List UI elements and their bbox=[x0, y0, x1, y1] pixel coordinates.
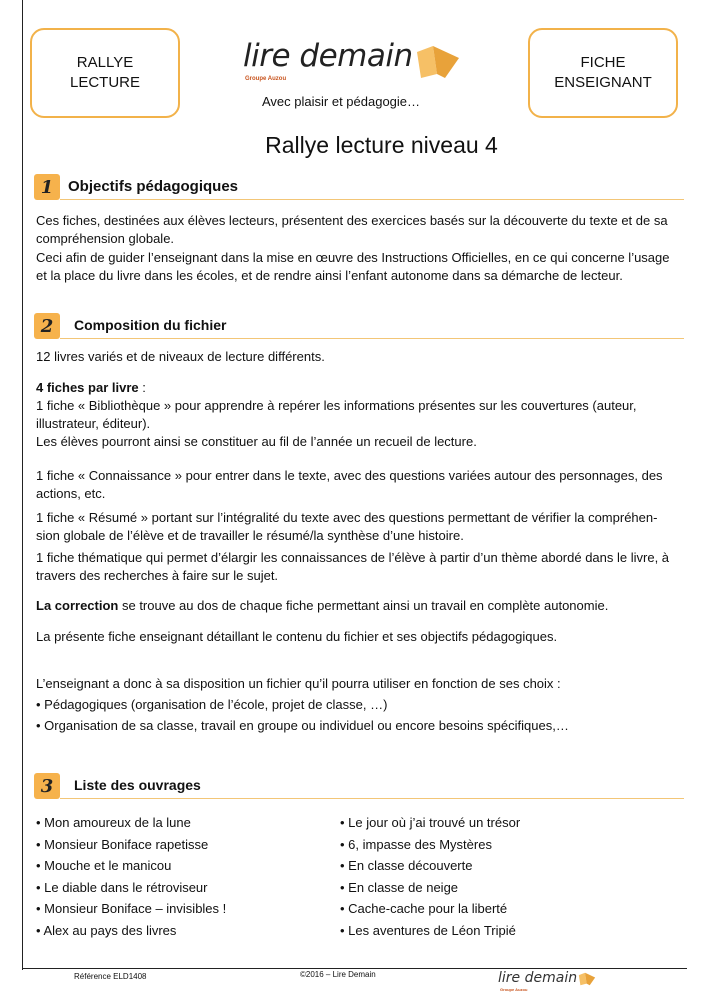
disposition-text: L’enseignant a donc à sa disposition un fichier qu’il pourra utiliser en fonction de ses choix : bbox=[36, 676, 561, 691]
list-item: • Mouche et le manicou bbox=[36, 855, 226, 877]
rallye-lecture-box bbox=[30, 28, 180, 118]
list-item: • Monsieur Boniface – invisibles ! bbox=[36, 898, 226, 920]
left-box-line-2: LECTURE bbox=[69, 74, 140, 91]
book-list-left bbox=[36, 812, 226, 941]
fiche-connaissance: 1 fiche « Connaissance » pour entrer dans le texte, avec des questions variées autour des personnages, des actions, etc. bbox=[36, 468, 663, 501]
footer-rule bbox=[22, 968, 687, 969]
book-list-right bbox=[340, 812, 520, 941]
fiche-enseignant-box bbox=[528, 28, 678, 118]
page-title: Rallye lecture niveau 4 bbox=[265, 132, 498, 158]
list-item: • Le jour où j’ai trouvé un trésor bbox=[340, 812, 520, 834]
footer-logo bbox=[498, 970, 598, 992]
list-item: • En classe de neige bbox=[340, 877, 520, 899]
section-underline bbox=[60, 199, 684, 200]
list-item: • Alex au pays des livres bbox=[36, 920, 226, 942]
section-title: Objectifs pédagogiques bbox=[68, 178, 239, 195]
section-underline bbox=[60, 798, 684, 799]
section-number: 3 bbox=[34, 773, 60, 799]
objectifs-paragraph-1: Ces fiches, destinées aux élèves lecteurs, présentent des exercices basés sur la découverte du texte et de sa compréhension globale. bbox=[36, 213, 668, 246]
footer-logo-subtitle: Groupe Auzou bbox=[500, 987, 528, 992]
section-title: Composition du fichier bbox=[74, 317, 227, 333]
book-logo-icon bbox=[415, 44, 461, 80]
correction-bold-text: La correction bbox=[36, 598, 119, 613]
list-item: • Le diable dans le rétroviseur bbox=[36, 877, 226, 899]
fiche-thematique: 1 fiche thématique qui permet d’élargir les connaissances de l’élève à partir d’un thème abordé dans le livre, à travers des recherches à faire sur le sujet. bbox=[36, 550, 670, 583]
left-box-line-1: RALLYE bbox=[76, 54, 134, 71]
fiche-resume: 1 fiche « Résumé » portant sur l’intégralité du texte avec des questions permettant de vérifier la compréhen-sion globale de l’élève et de travailler le résumé/la synthèse d’une histoire. bbox=[36, 510, 658, 543]
section-title: Liste des ouvrages bbox=[74, 777, 201, 793]
section-underline bbox=[60, 338, 684, 339]
section-heading-objectifs bbox=[34, 174, 684, 202]
bullet-organisation: • Organisation de sa classe, travail en groupe ou individuel ou encore besoins spécifiques,… bbox=[36, 717, 676, 735]
tagline: Avec plaisir et pédagogie… bbox=[262, 94, 421, 109]
footer-copyright: ©2016 – Lire Demain bbox=[300, 970, 376, 979]
logo-subtitle: Groupe Auzou bbox=[245, 76, 287, 82]
section-heading-ouvrages bbox=[34, 773, 684, 801]
correction-rest-text: se trouve au dos de chaque fiche permettant ainsi un travail en complète autonomie. bbox=[118, 598, 609, 613]
bullet-pedagogiques: • Pédagogiques (organisation de l’école, projet de classe, …) bbox=[36, 696, 676, 714]
correction-text bbox=[36, 597, 676, 615]
list-item: • Mon amoureux de la lune bbox=[36, 812, 226, 834]
composition-intro: 12 livres variés et de niveaux de lecture différents. bbox=[36, 349, 325, 364]
footer-logo-wordmark: lire demain bbox=[498, 970, 578, 986]
list-item: • Cache-cache pour la liberté bbox=[340, 898, 520, 920]
footer-reference: Référence ELD1408 bbox=[74, 972, 147, 981]
list-item: • En classe découverte bbox=[340, 855, 520, 877]
section-heading-composition bbox=[34, 313, 684, 341]
fiche-bibliotheque: 1 fiche « Bibliothèque » pour apprendre à repérer les informations présentes sur les couvertures (auteur, illustrateur, éditeur). bbox=[36, 398, 637, 431]
fiches-rest-text: : bbox=[138, 380, 146, 395]
right-box-line-1: FICHE bbox=[580, 54, 626, 71]
list-item: • Les aventures de Léon Tripié bbox=[340, 920, 520, 942]
fiches-bold-text: 4 fiches par livre bbox=[36, 380, 139, 395]
presente-fiche-text: La présente fiche enseignant détaillant le contenu du fichier et ses objectifs pédagogiques. bbox=[36, 629, 558, 644]
right-box-line-2: ENSEIGNANT bbox=[554, 74, 652, 91]
section-number: 2 bbox=[34, 313, 60, 339]
section-number: 1 bbox=[34, 174, 60, 200]
list-item: • 6, impasse des Mystères bbox=[340, 834, 520, 856]
logo-wordmark: lire demain bbox=[243, 38, 413, 74]
objectifs-paragraph-2: Ceci afin de guider l’enseignant dans la mise en œuvre des Instructions Officielles, en ce qui concerne l’usage et la place du livre dans les écoles, et de rendre ainsi l’enfant autonome dans sa démarche de lecteur. bbox=[36, 250, 670, 283]
lire-demain-logo bbox=[243, 38, 463, 88]
footer-book-logo-icon bbox=[578, 972, 596, 986]
recueil-text: Les élèves pourront ainsi se constituer au fil de l’année un recueil de lecture. bbox=[36, 434, 477, 449]
fiches-par-livre bbox=[36, 379, 676, 397]
list-item: • Monsieur Boniface rapetisse bbox=[36, 834, 226, 856]
